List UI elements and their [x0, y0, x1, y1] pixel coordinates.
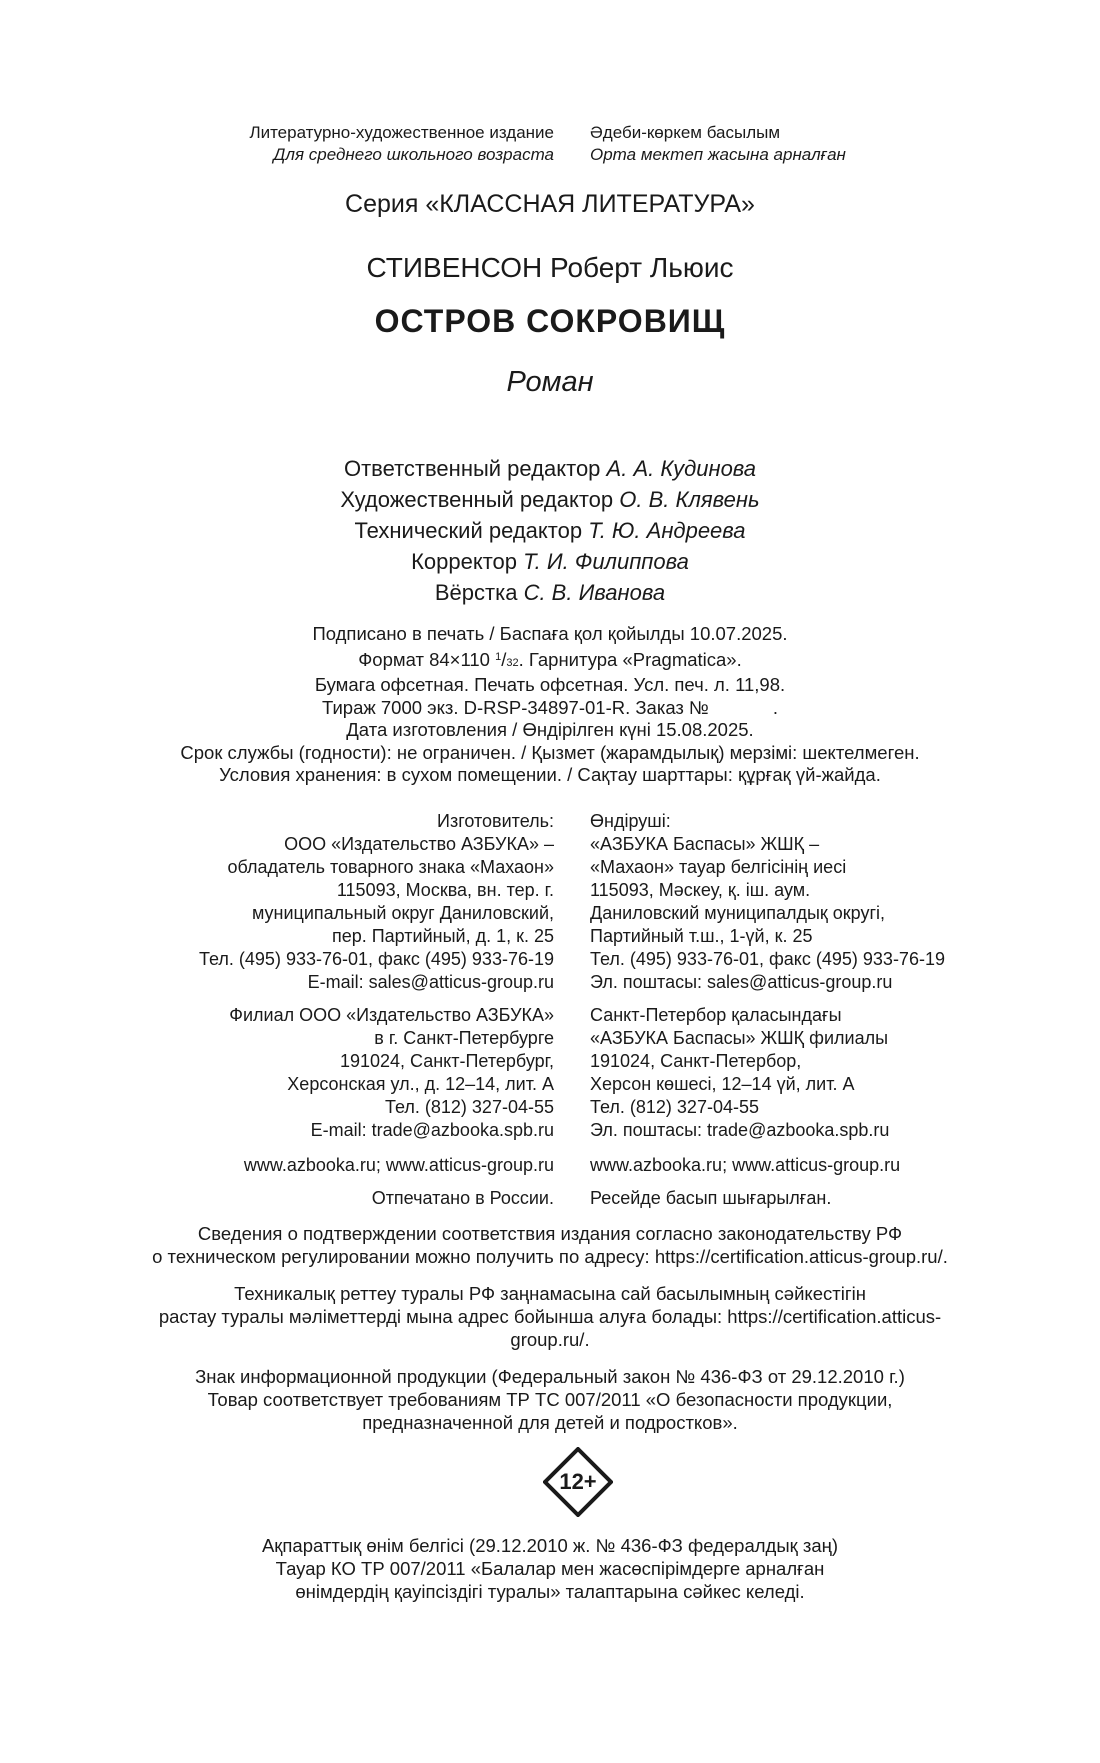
manufacturer-ru-email: E-mail: sales@atticus-group.ru [307, 972, 554, 992]
paper-line: Бумага офсетная. Печать офсетная. Усл. печ. л. 11,98. [314, 674, 786, 695]
staff-person: А. А. Кудинова [606, 456, 757, 481]
staff-person: О. В. Клявень [619, 487, 760, 512]
author-name: СТИВЕНСОН Роберт Льюис [366, 252, 734, 283]
manufacturer-kz-line: Тел. (495) 933-76-01, факс (495) 933-76-19 [590, 949, 945, 969]
signed-date: Подписано в печать / Баспаға қол қойылды 10.07.2025. [312, 623, 788, 644]
format-numerator: 1 [495, 650, 502, 663]
manufacture-date: Дата изготовления / Өндірілген күні 15.08.2025. [346, 719, 754, 740]
age-group-ru: Для среднего школьного возраста [273, 145, 554, 164]
format-line: Формат 84×110 $^1$/32. Гарнитура «Pragmatica». [358, 648, 742, 670]
format-denominator: 32 [506, 656, 519, 669]
info-product-law-kz [0, 1534, 1100, 1603]
staff-role: Корректор [411, 549, 518, 574]
branch-kz-line: 191024, Санкт-Петербор, [590, 1051, 802, 1071]
branch-ru-email: E-mail: trade@azbooka.spb.ru [310, 1120, 554, 1140]
staff-role: Художественный редактор [340, 487, 614, 512]
format-suffix: . Гарнитура «Pragmatica». [518, 648, 742, 670]
manufacturer-ru-line: муниципальный округ Даниловский, [251, 903, 554, 923]
certification-kz-line: Техникалық реттеу туралы РФ заңнамасына сай басылымның сәйкестігін [234, 1283, 866, 1304]
manufacturer-kz-line: 115093, Мәскеу, қ. іш. аум. [590, 880, 811, 900]
certification-ru [0, 1222, 1100, 1268]
manufacturer-ru [199, 810, 554, 994]
imprint-block [0, 623, 1100, 787]
branch-ru-line: Филиал ООО «Издательство АЗБУКА» [229, 1005, 554, 1025]
circulation-end: . [772, 696, 779, 718]
manufacturer-ru-line: обладатель товарного знака «Махаон» [227, 857, 554, 877]
series-name: Серия «КЛАССНАЯ ЛИТЕРАТУРА» [345, 190, 755, 218]
staff-role: Технический редактор [354, 518, 583, 543]
edition-labels [0, 122, 1100, 166]
printed-kz: Ресейде басып шығарылған. [590, 1188, 832, 1208]
branch-ru-line: в г. Санкт-Петербурге [374, 1028, 554, 1048]
edition-type-ru: Литературно-художественное издание [249, 123, 554, 142]
websites-kz: www.azbooka.ru; www.atticus-group.ru [590, 1155, 901, 1175]
staff-row [0, 484, 1100, 515]
manufacturer-ru-line: пер. Партийный, д. 1, к. 25 [331, 926, 554, 946]
law-kz-line: өнімдердің қауіпсіздігі туралы» талаптарына сәйкес келеді. [295, 1581, 805, 1602]
branch-kz-line: Тел. (812) 327-04-55 [590, 1097, 759, 1117]
websites-ru: www.azbooka.ru; www.atticus-group.ru [243, 1155, 554, 1175]
staff-person: Т. Ю. Андреева [588, 518, 746, 543]
manufacturer-kz-line: «Махаон» тауар белгісінің иесі [590, 857, 847, 877]
storage-conditions: Условия хранения: в сухом помещении. / Сақтау шарттары: құрғақ үй-жайда. [219, 764, 881, 785]
format-prefix: Формат 84×110 [358, 648, 490, 670]
branch-ru-line: 191024, Санкт-Петербург, [339, 1051, 554, 1071]
age-rating-text: 12+ [559, 1469, 597, 1494]
law-ru-line: Знак информационной продукции (Федеральный закон № 436-ФЗ от 29.12.2010 г.) [195, 1366, 905, 1387]
manufacturer-kz-line: «АЗБУКА Баспасы» ЖШҚ – [590, 834, 820, 854]
staff-person: Т. И. Филиппова [523, 549, 689, 574]
staff-credits [0, 453, 1100, 608]
certification-kz-line: растау туралы мәліметтерді мына адрес бойынша алуға болады: https://certification.atticus- [158, 1306, 942, 1327]
edition-labels-kz [590, 122, 846, 166]
branch-kz-email: Эл. поштасы: trade@azbooka.spb.ru [590, 1120, 890, 1140]
certification-ru-line: о техническом регулировании можно получить по адресу: https://certification.atticus-group.ru/. [152, 1246, 948, 1267]
circulation-text: Тираж 7000 экз. D-RSP-34897-01-R. Заказ № [321, 696, 709, 718]
branch-kz-line: Херсон көшесі, 12–14 үй, лит. А [590, 1074, 855, 1094]
branch-ru [229, 1004, 554, 1142]
circulation-line [0, 697, 1100, 720]
staff-row [0, 453, 1100, 484]
certification-kz [0, 1282, 1100, 1351]
law-kz-line: Тауар КО ТР 007/2011 «Балалар мен жасөспірімдерге арналған [275, 1558, 825, 1579]
certification-kz-line: group.ru/. [510, 1329, 590, 1350]
manufacturer-ru-line: Тел. (495) 933-76-01, факс (495) 933-76-19 [199, 949, 554, 969]
staff-row [0, 577, 1100, 608]
manufacturer-kz-line: Өндіруші: [590, 811, 671, 831]
manufacturer-ru-line: 115093, Москва, вн. тер. г. [336, 880, 554, 900]
manufacturer-kz-line: Партийный т.ш., 1-үй, к. 25 [590, 926, 813, 946]
printed-ru: Отпечатано в России. [371, 1188, 554, 1208]
branch-kz-line: Санкт-Петербор қаласындағы [590, 1005, 842, 1025]
edition-labels-ru [249, 122, 554, 166]
manufacturer-kz-line: Даниловский муниципалдық округі, [590, 903, 886, 923]
staff-row [0, 546, 1100, 577]
manufacturer-ru-line: ООО «Издательство АЗБУКА» – [284, 834, 554, 854]
manufacturer-kz-email: Эл. поштасы: sales@atticus-group.ru [590, 972, 893, 992]
info-product-law-ru [0, 1365, 1100, 1434]
age-rating-badge [543, 1447, 613, 1517]
branch-kz-line: «АЗБУКА Баспасы» ЖШҚ филиалы [590, 1028, 889, 1048]
branch-ru-line: Тел. (812) 327-04-55 [385, 1097, 554, 1117]
age-group-kz: Орта мектеп жасына арналған [590, 145, 846, 164]
certification-ru-line: Сведения о подтверждении соответствия издания согласно законодательству РФ [197, 1223, 903, 1244]
law-ru-line: Товар соответствует требованиям ТР ТС 007/2011 «О безопасности продукции, [207, 1389, 893, 1410]
law-kz-line: Ақпараттық өнім белгісі (29.12.2010 ж. № 436-ФЗ федералдық заң) [261, 1535, 839, 1556]
staff-role: Ответственный редактор [343, 456, 601, 481]
book-genre: Роман [506, 366, 594, 398]
law-ru-line: предназначенной для детей и подростков». [362, 1412, 738, 1433]
staff-role: Вёрстка [434, 580, 518, 605]
edition-type-kz: Әдеби-көркем басылым [590, 123, 781, 142]
staff-row [0, 515, 1100, 546]
branch-ru-line: Херсонская ул., д. 12–14, лит. А [287, 1074, 554, 1094]
branch-kz [590, 1004, 889, 1142]
book-title: ОСТРОВ СОКРОВИЩ [374, 303, 726, 339]
service-life: Срок службы (годности): не ограничен. / Қызмет (жарамдылық) мерзімі: шектелмеген. [180, 741, 920, 763]
manufacturer-kz [590, 810, 945, 994]
manufacturer-ru-line: Изготовитель: [437, 811, 554, 831]
staff-person: С. В. Иванова [523, 580, 666, 605]
